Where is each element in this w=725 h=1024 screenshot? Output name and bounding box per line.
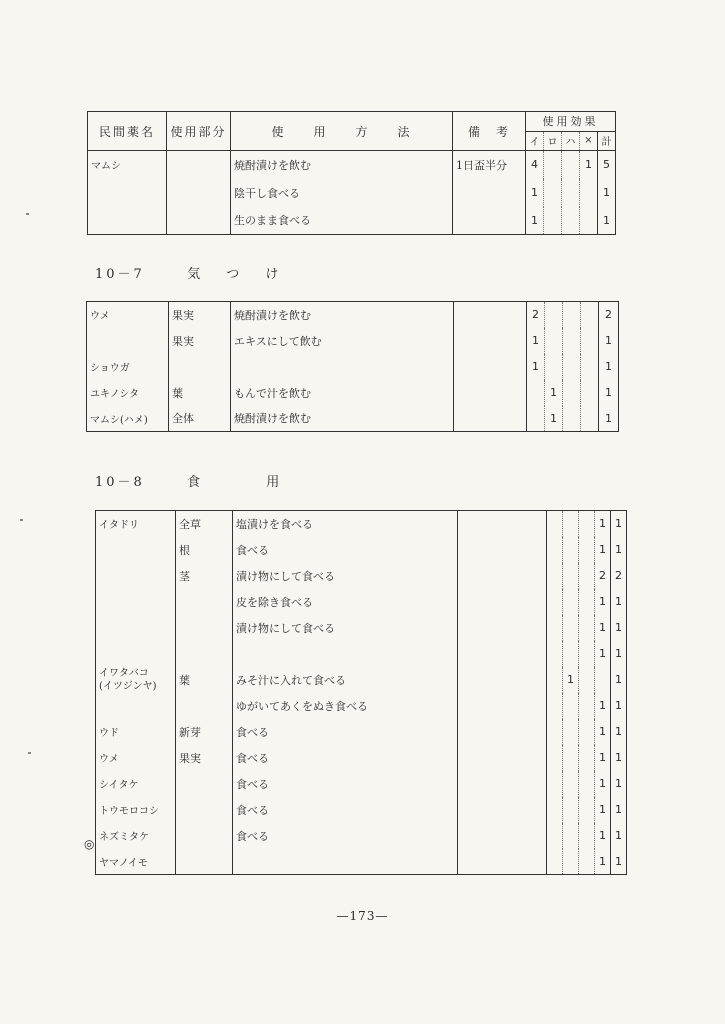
section-number: 10－7 <box>95 267 145 282</box>
cell-eff-total: 1 <box>599 328 619 354</box>
cell-eff-ha <box>579 771 595 797</box>
section-title-char: つ <box>226 267 243 282</box>
cell-method <box>233 641 458 667</box>
cell-method: 食べる <box>233 719 458 745</box>
cell-note <box>453 179 526 207</box>
cell-part <box>167 207 231 235</box>
header-eff-ha: ハ <box>562 131 580 151</box>
cell-note <box>458 771 547 797</box>
cell-method: 食べる <box>233 771 458 797</box>
cell-eff-ro <box>545 302 563 328</box>
cell-part: 果実 <box>176 745 233 771</box>
cell-method: 焼酎漬けを飲む <box>231 302 454 328</box>
cell-method: 焼酎漬けを飲む <box>231 151 453 179</box>
cell-note <box>458 615 547 641</box>
cell-eff-total: 1 <box>611 667 627 693</box>
table-row <box>88 207 616 235</box>
table-row <box>96 849 627 875</box>
cell-eff-x: 1 <box>595 693 611 719</box>
cell-eff-total: 1 <box>611 823 627 849</box>
section-number: 10－8 <box>95 475 145 490</box>
cell-note <box>458 823 547 849</box>
cell-eff-ro <box>563 589 579 615</box>
cell-eff-x <box>581 354 599 380</box>
cell-eff-ro: 1 <box>545 380 563 406</box>
cell-name <box>88 179 167 207</box>
page-number: —173— <box>336 909 389 923</box>
cell-part <box>167 179 231 207</box>
cell-eff-total: 1 <box>611 537 627 563</box>
cell-note <box>458 537 547 563</box>
cell-eff-x: 1 <box>595 589 611 615</box>
scan-speck <box>28 752 31 754</box>
cell-name: マムシ <box>91 161 121 173</box>
cell-eff-i <box>547 563 563 589</box>
cell-eff-x: 1 <box>595 823 611 849</box>
cell-eff-i <box>547 693 563 719</box>
cell-eff-total: 1 <box>599 406 619 432</box>
cell-eff-ha <box>562 207 580 235</box>
cell-part: 葉 <box>176 667 233 693</box>
cell-eff-i: 2 <box>527 302 545 328</box>
cell-eff-x <box>581 406 599 432</box>
cell-eff-x: 1 <box>595 511 611 537</box>
cell-eff-ha <box>579 693 595 719</box>
cell-eff-total: 2 <box>599 302 619 328</box>
table-body <box>96 511 627 875</box>
cell-part: 茎 <box>176 563 233 589</box>
header-note: 備 考 <box>453 112 526 151</box>
table-row <box>96 589 627 615</box>
cell-eff-i: 1 <box>526 179 544 207</box>
scan-speck <box>26 213 29 215</box>
cell-note <box>458 693 547 719</box>
cell-eff-i: 1 <box>527 354 545 380</box>
cell-note <box>458 849 547 875</box>
cell-eff-ro <box>545 328 563 354</box>
double-circle-mark: ◎ <box>84 837 95 851</box>
cell-part <box>176 771 233 797</box>
cell-name: シイタケ <box>99 780 139 791</box>
cell-eff-x <box>581 302 599 328</box>
header-part: 使用部分 <box>167 112 231 151</box>
cell-eff-total: 1 <box>611 719 627 745</box>
cell-method: 食べる <box>233 823 458 849</box>
table-row <box>87 406 619 432</box>
cell-eff-ha <box>579 849 595 875</box>
cell-eff-ro <box>563 771 579 797</box>
cell-method: ゆがいてあくをぬき食べる <box>233 693 458 719</box>
cell-part: 果実 <box>169 328 231 354</box>
cell-name: マムシ(ハメ) <box>90 414 148 426</box>
cell-eff-i <box>547 537 563 563</box>
cell-note <box>454 380 527 406</box>
cell-eff-total: 2 <box>611 563 627 589</box>
cell-part <box>176 589 233 615</box>
cell-eff-i <box>547 849 563 875</box>
cell-eff-total: 1 <box>611 849 627 875</box>
cell-name: イタドリ <box>99 520 139 532</box>
table-row <box>96 797 627 823</box>
cell-note <box>458 719 547 745</box>
table-revival <box>86 301 619 432</box>
cell-part: 全草 <box>176 511 233 537</box>
cell-eff-i <box>547 745 563 771</box>
cell-name <box>96 537 176 563</box>
cell-eff-x: 1 <box>595 797 611 823</box>
cell-method: 陰干し食べる <box>231 179 453 207</box>
cell-eff-ha <box>579 563 595 589</box>
cell-eff-ha <box>579 667 595 693</box>
cell-name: ユキノシタ <box>90 389 139 400</box>
table-row <box>87 380 619 406</box>
cell-eff-i <box>547 667 563 693</box>
cell-part <box>176 615 233 641</box>
cell-eff-ha <box>563 302 581 328</box>
cell-part: 根 <box>176 537 233 563</box>
cell-eff-ro <box>563 797 579 823</box>
cell-note: 1日盃半分 <box>453 151 526 179</box>
cell-method <box>233 849 458 875</box>
cell-note <box>454 406 527 432</box>
table-row <box>96 563 627 589</box>
cell-eff-ha <box>563 328 581 354</box>
cell-name <box>87 328 169 354</box>
section-title-char: 気 <box>187 267 204 282</box>
header-name: 民間薬名 <box>88 112 167 151</box>
cell-method: 生のまま食べる <box>231 207 453 235</box>
cell-eff-i <box>527 406 545 432</box>
table-row <box>96 641 627 667</box>
cell-eff-ha <box>563 354 581 380</box>
table-row <box>96 537 627 563</box>
header-eff-ro: ロ <box>544 131 562 151</box>
table-body <box>87 302 619 432</box>
cell-eff-x: 1 <box>595 771 611 797</box>
cell-part: 葉 <box>169 380 231 406</box>
cell-name: ショウガ <box>90 363 130 374</box>
table-row <box>87 328 619 354</box>
cell-eff-x: 1 <box>580 151 598 179</box>
cell-eff-ro <box>563 849 579 875</box>
table-row <box>96 615 627 641</box>
cell-eff-ha <box>579 641 595 667</box>
cell-eff-ha <box>579 537 595 563</box>
cell-name <box>88 207 167 235</box>
table-row <box>96 771 627 797</box>
cell-note <box>454 328 527 354</box>
cell-eff-ro <box>563 537 579 563</box>
cell-method: みそ汁に入れて食べる <box>233 667 458 693</box>
cell-note <box>458 641 547 667</box>
cell-eff-i <box>547 719 563 745</box>
cell-method <box>231 354 454 380</box>
cell-method: 食べる <box>233 537 458 563</box>
cell-eff-total: 1 <box>599 354 619 380</box>
cell-eff-x: 1 <box>595 641 611 667</box>
cell-part <box>176 641 233 667</box>
cell-eff-ro <box>563 745 579 771</box>
cell-name <box>96 589 176 615</box>
cell-part: 果実 <box>169 302 231 328</box>
cell-eff-ha <box>563 380 581 406</box>
cell-eff-ro <box>544 179 562 207</box>
cell-eff-x <box>581 380 599 406</box>
cell-method: もんで汁を飲む <box>231 380 454 406</box>
cell-note <box>458 667 547 693</box>
header-eff-i: イ <box>526 131 544 151</box>
table-row <box>96 719 627 745</box>
cell-eff-total: 1 <box>611 641 627 667</box>
cell-name: トウモロコシ <box>99 806 159 817</box>
cell-eff-x <box>581 328 599 354</box>
table-row <box>96 745 627 771</box>
cell-eff-total: 1 <box>611 589 627 615</box>
cell-eff-ro <box>563 641 579 667</box>
cell-eff-total: 1 <box>611 745 627 771</box>
cell-note <box>458 511 547 537</box>
cell-eff-x: 1 <box>595 745 611 771</box>
cell-eff-x <box>580 179 598 207</box>
cell-eff-ha <box>579 615 595 641</box>
cell-eff-total: 1 <box>611 693 627 719</box>
cell-eff-ro <box>544 151 562 179</box>
cell-eff-total: 1 <box>599 380 619 406</box>
cell-method: エキスにして飲む <box>231 328 454 354</box>
table-row <box>96 667 627 693</box>
cell-name <box>96 563 176 589</box>
table-row <box>96 511 627 537</box>
cell-method: 塩漬けを食べる <box>233 511 458 537</box>
cell-eff-ro <box>563 615 579 641</box>
cell-eff-ha <box>562 151 580 179</box>
cell-eff-i <box>547 771 563 797</box>
cell-eff-i <box>547 823 563 849</box>
cell-eff-x <box>580 207 598 235</box>
cell-name <box>96 615 176 641</box>
cell-eff-total: 1 <box>611 771 627 797</box>
cell-eff-ro <box>563 823 579 849</box>
cell-name: ウド <box>99 728 119 739</box>
cell-method: 漬け物にして食べる <box>233 563 458 589</box>
cell-eff-ro: 1 <box>563 667 579 693</box>
cell-name: イワタバコ (イツジンヤ) <box>99 667 157 692</box>
cell-eff-ro <box>563 563 579 589</box>
cell-method: 焼酎漬けを飲む <box>231 406 454 432</box>
table-row <box>88 179 616 207</box>
cell-eff-i <box>527 380 545 406</box>
cell-note <box>458 563 547 589</box>
cell-part <box>176 797 233 823</box>
cell-eff-ha <box>579 511 595 537</box>
cell-name: ウメ <box>99 754 119 765</box>
cell-eff-total: 1 <box>611 615 627 641</box>
cell-eff-total: 1 <box>598 207 616 235</box>
cell-method: 食べる <box>233 745 458 771</box>
cell-eff-ro <box>545 354 563 380</box>
cell-eff-total: 1 <box>598 179 616 207</box>
cell-eff-x: 1 <box>595 537 611 563</box>
cell-eff-total: 1 <box>611 797 627 823</box>
cell-method: 漬け物にして食べる <box>233 615 458 641</box>
section-title-char: 食 <box>187 475 204 490</box>
cell-note <box>458 797 547 823</box>
cell-eff-ha <box>579 719 595 745</box>
cell-eff-i <box>547 589 563 615</box>
cell-eff-ha <box>579 589 595 615</box>
cell-eff-x: 1 <box>595 615 611 641</box>
cell-eff-ro: 1 <box>545 406 563 432</box>
cell-note <box>453 207 526 235</box>
cell-eff-i <box>547 511 563 537</box>
cell-eff-ha <box>579 745 595 771</box>
cell-eff-ha <box>579 823 595 849</box>
cell-part: 新芽 <box>176 719 233 745</box>
cell-name: ネズミタケ <box>99 832 149 843</box>
table-row <box>87 302 619 328</box>
cell-note <box>458 589 547 615</box>
cell-part <box>176 693 233 719</box>
cell-note <box>454 354 527 380</box>
cell-eff-i <box>547 641 563 667</box>
header-effect: 使用効果 <box>526 112 616 132</box>
cell-eff-ha <box>579 797 595 823</box>
cell-eff-x <box>595 667 611 693</box>
header-eff-total: 計 <box>598 131 616 151</box>
cell-eff-i <box>547 797 563 823</box>
cell-eff-total: 5 <box>598 151 616 179</box>
cell-eff-ro <box>563 719 579 745</box>
cell-eff-x: 1 <box>595 849 611 875</box>
table-row <box>96 693 627 719</box>
section-title-char: け <box>265 267 282 282</box>
cell-eff-i <box>547 615 563 641</box>
cell-eff-ro <box>544 207 562 235</box>
cell-eff-ha <box>563 406 581 432</box>
cell-part <box>169 354 231 380</box>
table-row <box>96 823 627 849</box>
table-poison-antidote <box>87 111 616 235</box>
section-title-char: 用 <box>266 475 283 490</box>
section-heading-10-7 <box>95 263 281 282</box>
header-method: 使 用 方 法 <box>231 112 453 151</box>
cell-part <box>176 823 233 849</box>
cell-note <box>458 745 547 771</box>
cell-part <box>176 849 233 875</box>
cell-name <box>96 693 176 719</box>
cell-note <box>454 302 527 328</box>
cell-name <box>96 641 176 667</box>
cell-eff-total: 1 <box>611 511 627 537</box>
cell-eff-x: 2 <box>595 563 611 589</box>
cell-method: 食べる <box>233 797 458 823</box>
table-row <box>88 151 616 179</box>
cell-name: ウメ <box>90 311 110 323</box>
table-body <box>88 151 616 235</box>
header-eff-x: × <box>580 131 598 151</box>
cell-method: 皮を除き食べる <box>233 589 458 615</box>
cell-eff-i: 1 <box>527 328 545 354</box>
cell-eff-ro <box>563 693 579 719</box>
section-heading-10-8 <box>95 471 282 490</box>
table-food-use <box>95 510 627 875</box>
cell-eff-i: 4 <box>526 151 544 179</box>
cell-name: ヤマノイモ <box>99 857 148 869</box>
cell-part <box>167 151 231 179</box>
cell-eff-ha <box>562 179 580 207</box>
cell-eff-ro <box>563 511 579 537</box>
cell-eff-x: 1 <box>595 719 611 745</box>
scan-speck <box>20 519 23 521</box>
cell-part: 全体 <box>169 406 231 432</box>
cell-eff-i: 1 <box>526 207 544 235</box>
table-row <box>87 354 619 380</box>
